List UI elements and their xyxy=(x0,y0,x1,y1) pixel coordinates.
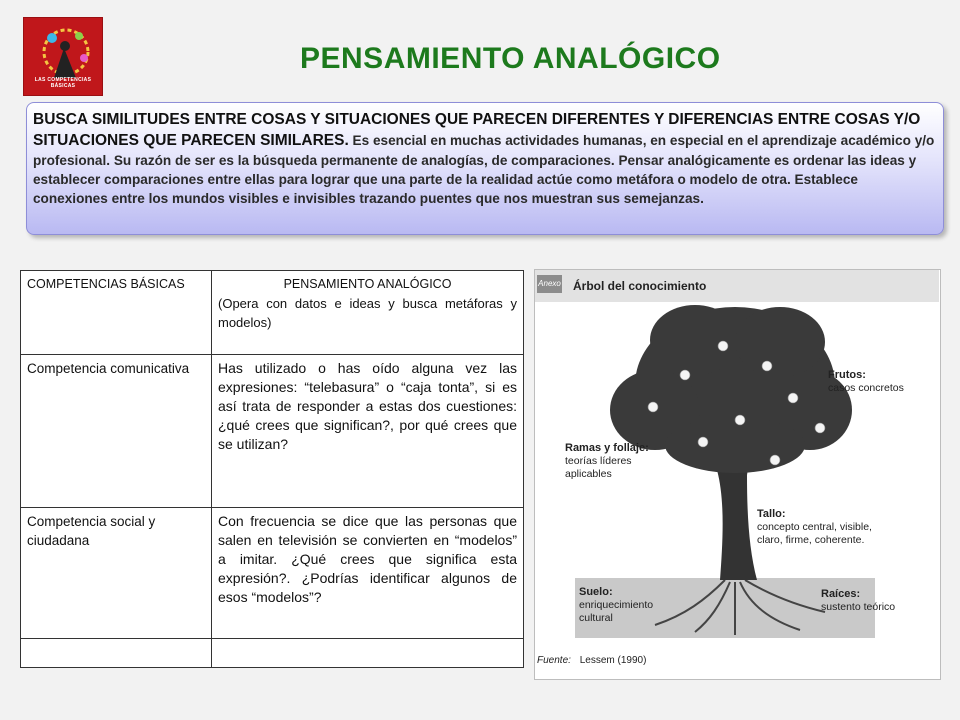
table-row xyxy=(21,508,524,639)
label-tallo-title: Tallo: xyxy=(757,508,786,520)
knowledge-tree-figure xyxy=(534,269,941,680)
logo xyxy=(24,18,102,95)
intro-body: Es esencial en muchas actividades humanas, en especial en el aprendizaje académico y/o profesional. Su razón de ser es la búsqueda permanente de analogías, de comparaciones. Pensar analógicamente es ordenar las ideas y establecer comparaciones entre ellas para lograr que una parte de la realidad actúe como metáfora o modelo de otra. Establece conexiones entre los mundos visibles e invisibles trazando puentes que nos muestran sus semejanzas. xyxy=(33,133,935,206)
table-row xyxy=(21,639,524,668)
header-pensamiento-title: PENSAMIENTO ANALÓGICO xyxy=(283,277,452,291)
label-tallo-text1: concepto central, visible, xyxy=(757,521,872,533)
label-raices-text: sustento teórico xyxy=(821,601,896,613)
header-pensamiento-sub: (Opera con datos e ideas y busca metáforas y modelos) xyxy=(218,296,517,330)
tree-tag: Anexo xyxy=(537,275,562,293)
label-tallo-text2: claro, firme, coherente. xyxy=(757,534,865,546)
header-competencias: COMPETENCIAS BÁSICAS xyxy=(21,271,212,355)
row-label: Competencia comunicativa xyxy=(21,355,212,508)
row-text xyxy=(212,639,524,668)
tree-source-text: Lessem (1990) xyxy=(579,655,647,666)
label-tallo xyxy=(757,508,872,547)
label-suelo-text2: cultural xyxy=(579,612,613,624)
label-suelo-title: Suelo: xyxy=(579,586,613,598)
table-row xyxy=(21,355,524,508)
row-label: Competencia social y ciudadana xyxy=(21,508,212,639)
row-text: Con frecuencia se dice que las personas que salen en televisión se convierten en “modelos” a imitar. ¿Qué crees que significa esta expresión?. ¿Podrías identificar algunos de esos “modelos”? xyxy=(212,508,524,639)
label-suelo-text1: enriquecimiento xyxy=(579,599,654,611)
label-ramas-text1: teorías líderes xyxy=(565,455,632,467)
label-frutos xyxy=(828,369,904,395)
logo-caption: LAS COMPETENCIAS BÁSICAS xyxy=(34,77,92,89)
tree-source xyxy=(537,655,646,666)
label-ramas-text2: aplicables xyxy=(565,468,612,480)
intro-box xyxy=(26,102,944,235)
label-suelo xyxy=(579,586,653,625)
label-raices-title: Raíces: xyxy=(821,588,861,600)
page-title: PENSAMIENTO ANALÓGICO xyxy=(300,42,721,75)
row-label xyxy=(21,639,212,668)
tree-title: Árbol del conocimiento xyxy=(573,279,707,293)
label-raices xyxy=(821,588,895,614)
intro-lead: BUSCA SIMILITUDES ENTRE COSAS Y SITUACIONES QUE PARECEN DIFERENTES Y DIFERENCIAS ENTRE COSAS Y/O SITUACIONES QUE PARECEN SIMILARES. xyxy=(33,111,921,149)
label-frutos-text: casos concretos xyxy=(828,382,904,394)
label-ramas-title: Ramas y follaje: xyxy=(565,442,649,454)
competencies-table xyxy=(20,270,524,668)
label-frutos-title: Frutos: xyxy=(828,369,866,381)
tree-source-label: Fuente: xyxy=(537,655,571,666)
table-header-row xyxy=(21,271,524,355)
header-pensamiento xyxy=(212,271,524,355)
label-ramas xyxy=(565,442,649,481)
row-text: Has utilizado o has oído alguna vez las expresiones: “telebasura” o “caja tonta”, si es así trata de responder a estas dos cuestiones: ¿qué crees que significan?, por qué crees que se utilizan? xyxy=(212,355,524,508)
